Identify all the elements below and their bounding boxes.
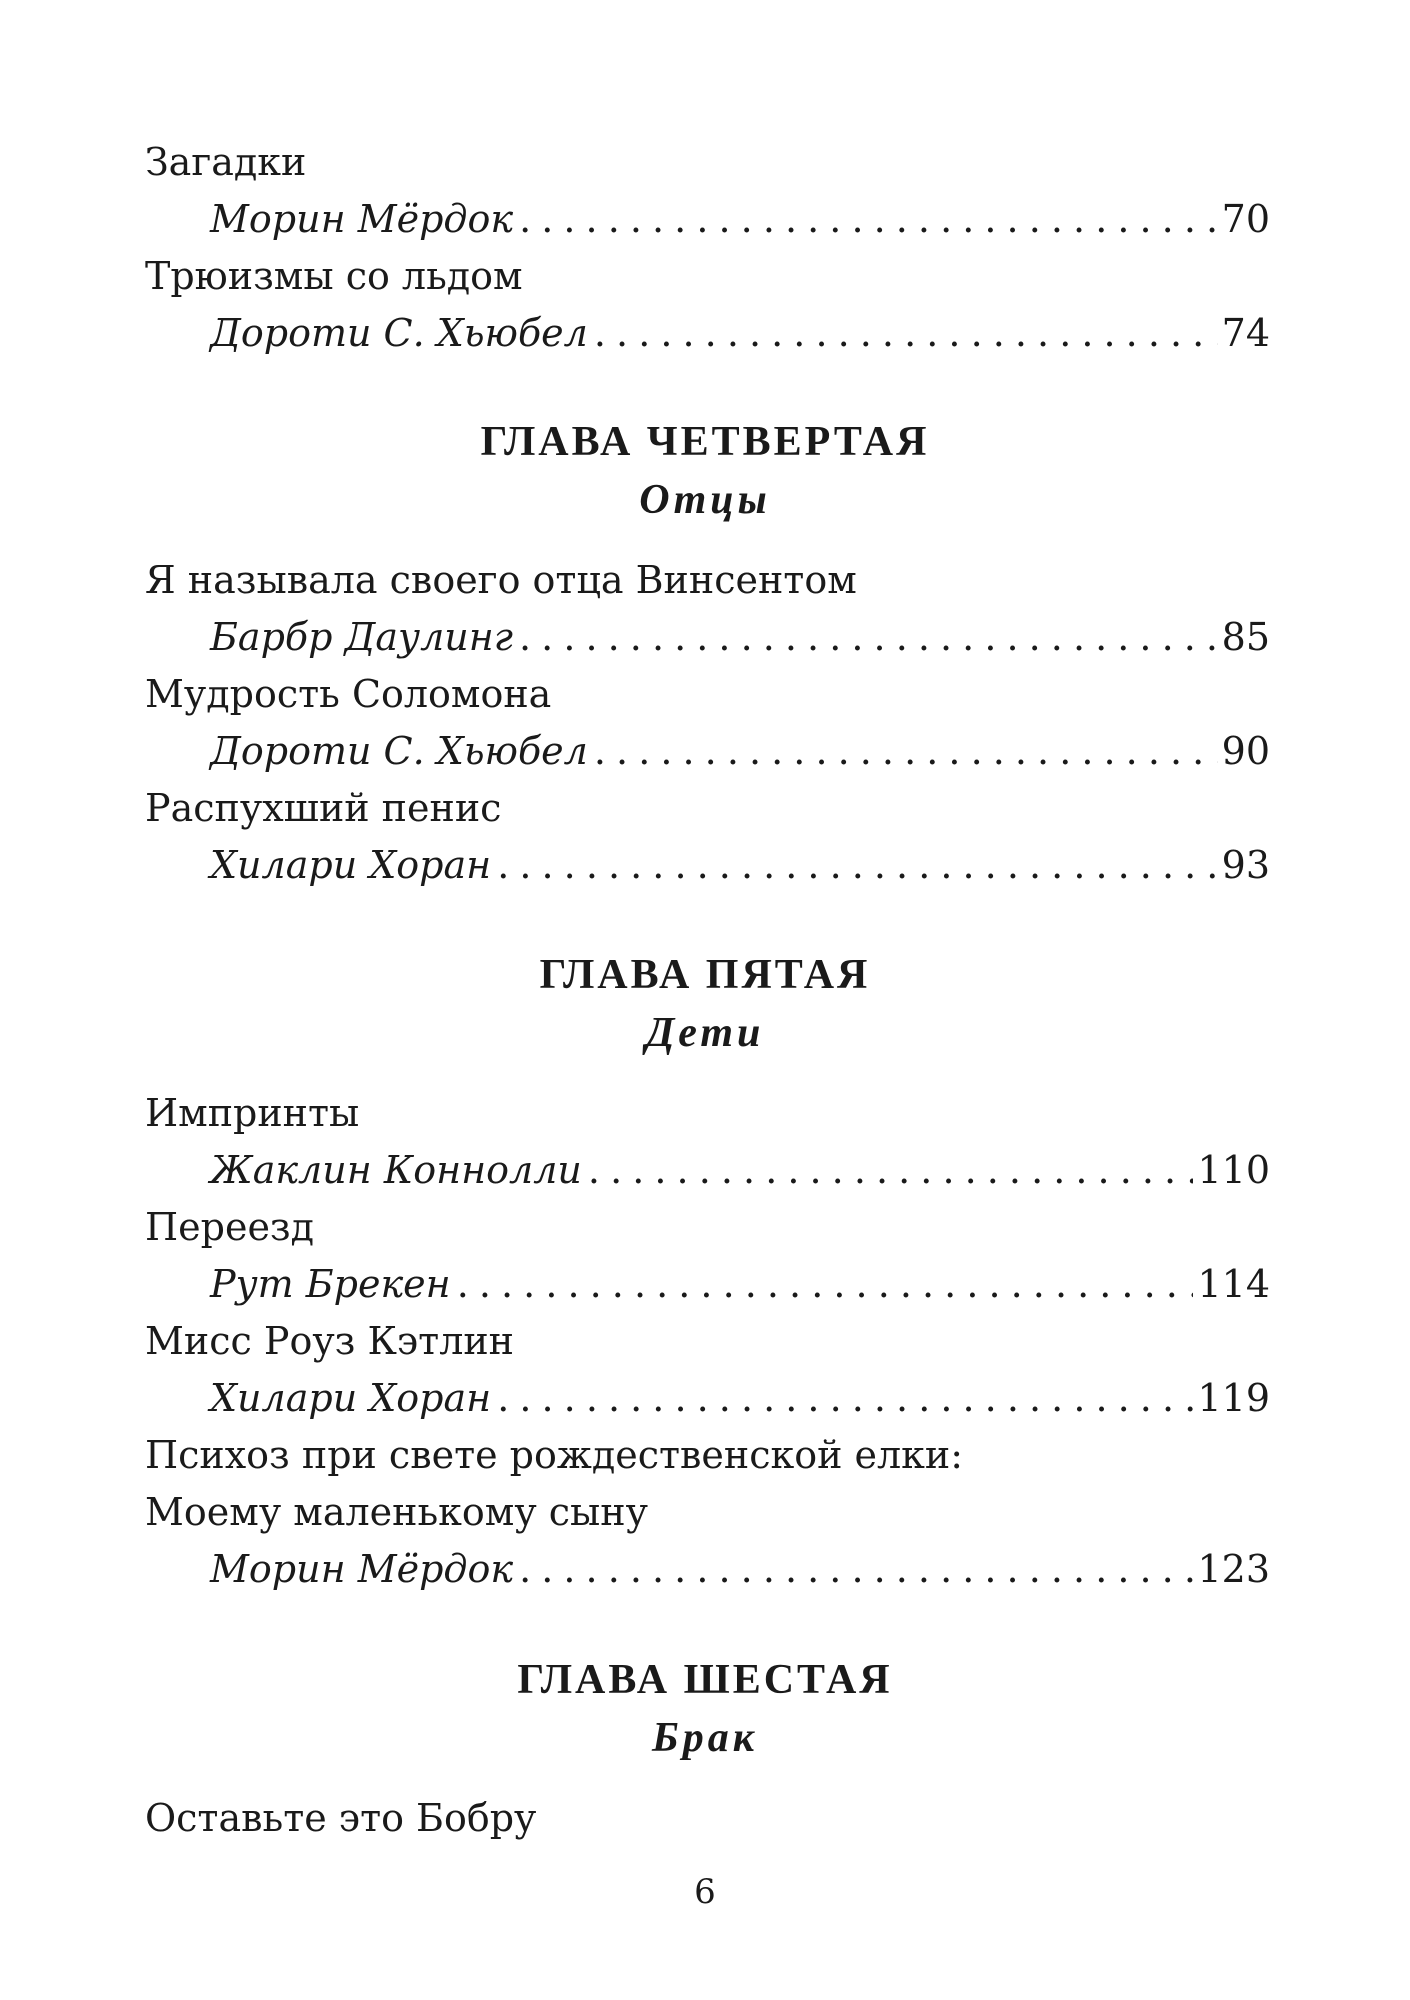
toc-entry-title: Переезд: [145, 1205, 315, 1249]
toc-entry-title: Импринты: [145, 1091, 360, 1135]
chapter-heading: [0, 413, 1410, 529]
toc-entry-author: Рут Брекен: [210, 1262, 451, 1306]
toc-entry-author: Жаклин Коннолли: [210, 1148, 582, 1192]
dot-leader: [519, 1541, 1193, 1598]
toc-entry-title: Загадки: [145, 140, 307, 184]
chapter-heading: [0, 1651, 1410, 1767]
toc-entry-author: Морин Мёрдок: [210, 1547, 514, 1591]
toc-block-chapter-6: [145, 1790, 1270, 1847]
page-number: 6: [694, 1872, 716, 1912]
toc-entry-title: Психоз при свете рождественской елки:: [145, 1433, 964, 1477]
chapter-title: ГЛАВА ЧЕТВЕРТАЯ: [480, 419, 930, 465]
toc-entry-title: Оставьте это Бобру: [145, 1796, 537, 1840]
chapter-heading: [0, 946, 1410, 1062]
toc-entry-author-line: [145, 305, 1270, 362]
toc-entry-page: 74: [1221, 311, 1270, 355]
dot-leader: [594, 305, 1218, 362]
toc-entry-author: Дороти С. Хьюбел: [210, 729, 588, 773]
toc-entry-page: 110: [1197, 1148, 1270, 1192]
dot-leader: [588, 1142, 1194, 1199]
chapter-subtitle: Брак: [652, 1715, 758, 1761]
dot-leader: [519, 609, 1218, 666]
dot-leader: [457, 1256, 1194, 1313]
toc-entry-author-line: [145, 609, 1270, 666]
toc-entry-title: Я называла своего отца Винсентом: [145, 558, 857, 602]
chapter-subtitle: Дети: [645, 1010, 765, 1056]
toc-entry-author: Хилари Хоран: [210, 1376, 492, 1420]
toc-block-chapter-4: [145, 552, 1270, 894]
chapter-title: ГЛАВА ПЯТАЯ: [539, 952, 871, 998]
toc-entry-author-line: [145, 723, 1270, 780]
toc-entry-title: Распухший пенис: [145, 786, 502, 830]
dot-leader: [519, 191, 1218, 248]
toc-entry-page: 119: [1197, 1376, 1270, 1420]
toc-entry-page: 85: [1221, 615, 1270, 659]
toc-entry-author: Барбр Даулинг: [210, 615, 513, 659]
toc-entry-author-line: [145, 1256, 1270, 1313]
toc-entry-author: Морин Мёрдок: [210, 197, 514, 241]
chapter-subtitle: Отцы: [639, 477, 771, 523]
toc-entry-author: Хилари Хоран: [210, 843, 492, 887]
toc-entry-page: 90: [1221, 729, 1270, 773]
toc-entry-author-line: [145, 1142, 1270, 1199]
toc-block-continued: [145, 134, 1270, 362]
toc-entry-page: 70: [1221, 197, 1270, 241]
dot-leader: [497, 1370, 1193, 1427]
chapter-title: ГЛАВА ШЕСТАЯ: [517, 1657, 893, 1703]
toc-entry-page: 93: [1221, 843, 1270, 887]
toc-block-chapter-5: [145, 1085, 1270, 1598]
toc-entry-title-continued: Моему маленькому сыну: [145, 1490, 648, 1534]
toc-entry-author-line: [145, 837, 1270, 894]
toc-entry-page: 114: [1197, 1262, 1270, 1306]
dot-leader: [497, 837, 1217, 894]
toc-entry-author-line: [145, 1541, 1270, 1598]
toc-entry-author-line: [145, 191, 1270, 248]
toc-entry-page: 123: [1197, 1547, 1270, 1591]
toc-entry-author: Дороти С. Хьюбел: [210, 311, 588, 355]
toc-entry-title: Мисс Роуз Кэтлин: [145, 1319, 514, 1363]
toc-entry-title: Мудрость Соломона: [145, 672, 552, 716]
dot-leader: [594, 723, 1218, 780]
toc-entry-title: Трюизмы со льдом: [145, 254, 523, 298]
toc-entry-author-line: [145, 1370, 1270, 1427]
